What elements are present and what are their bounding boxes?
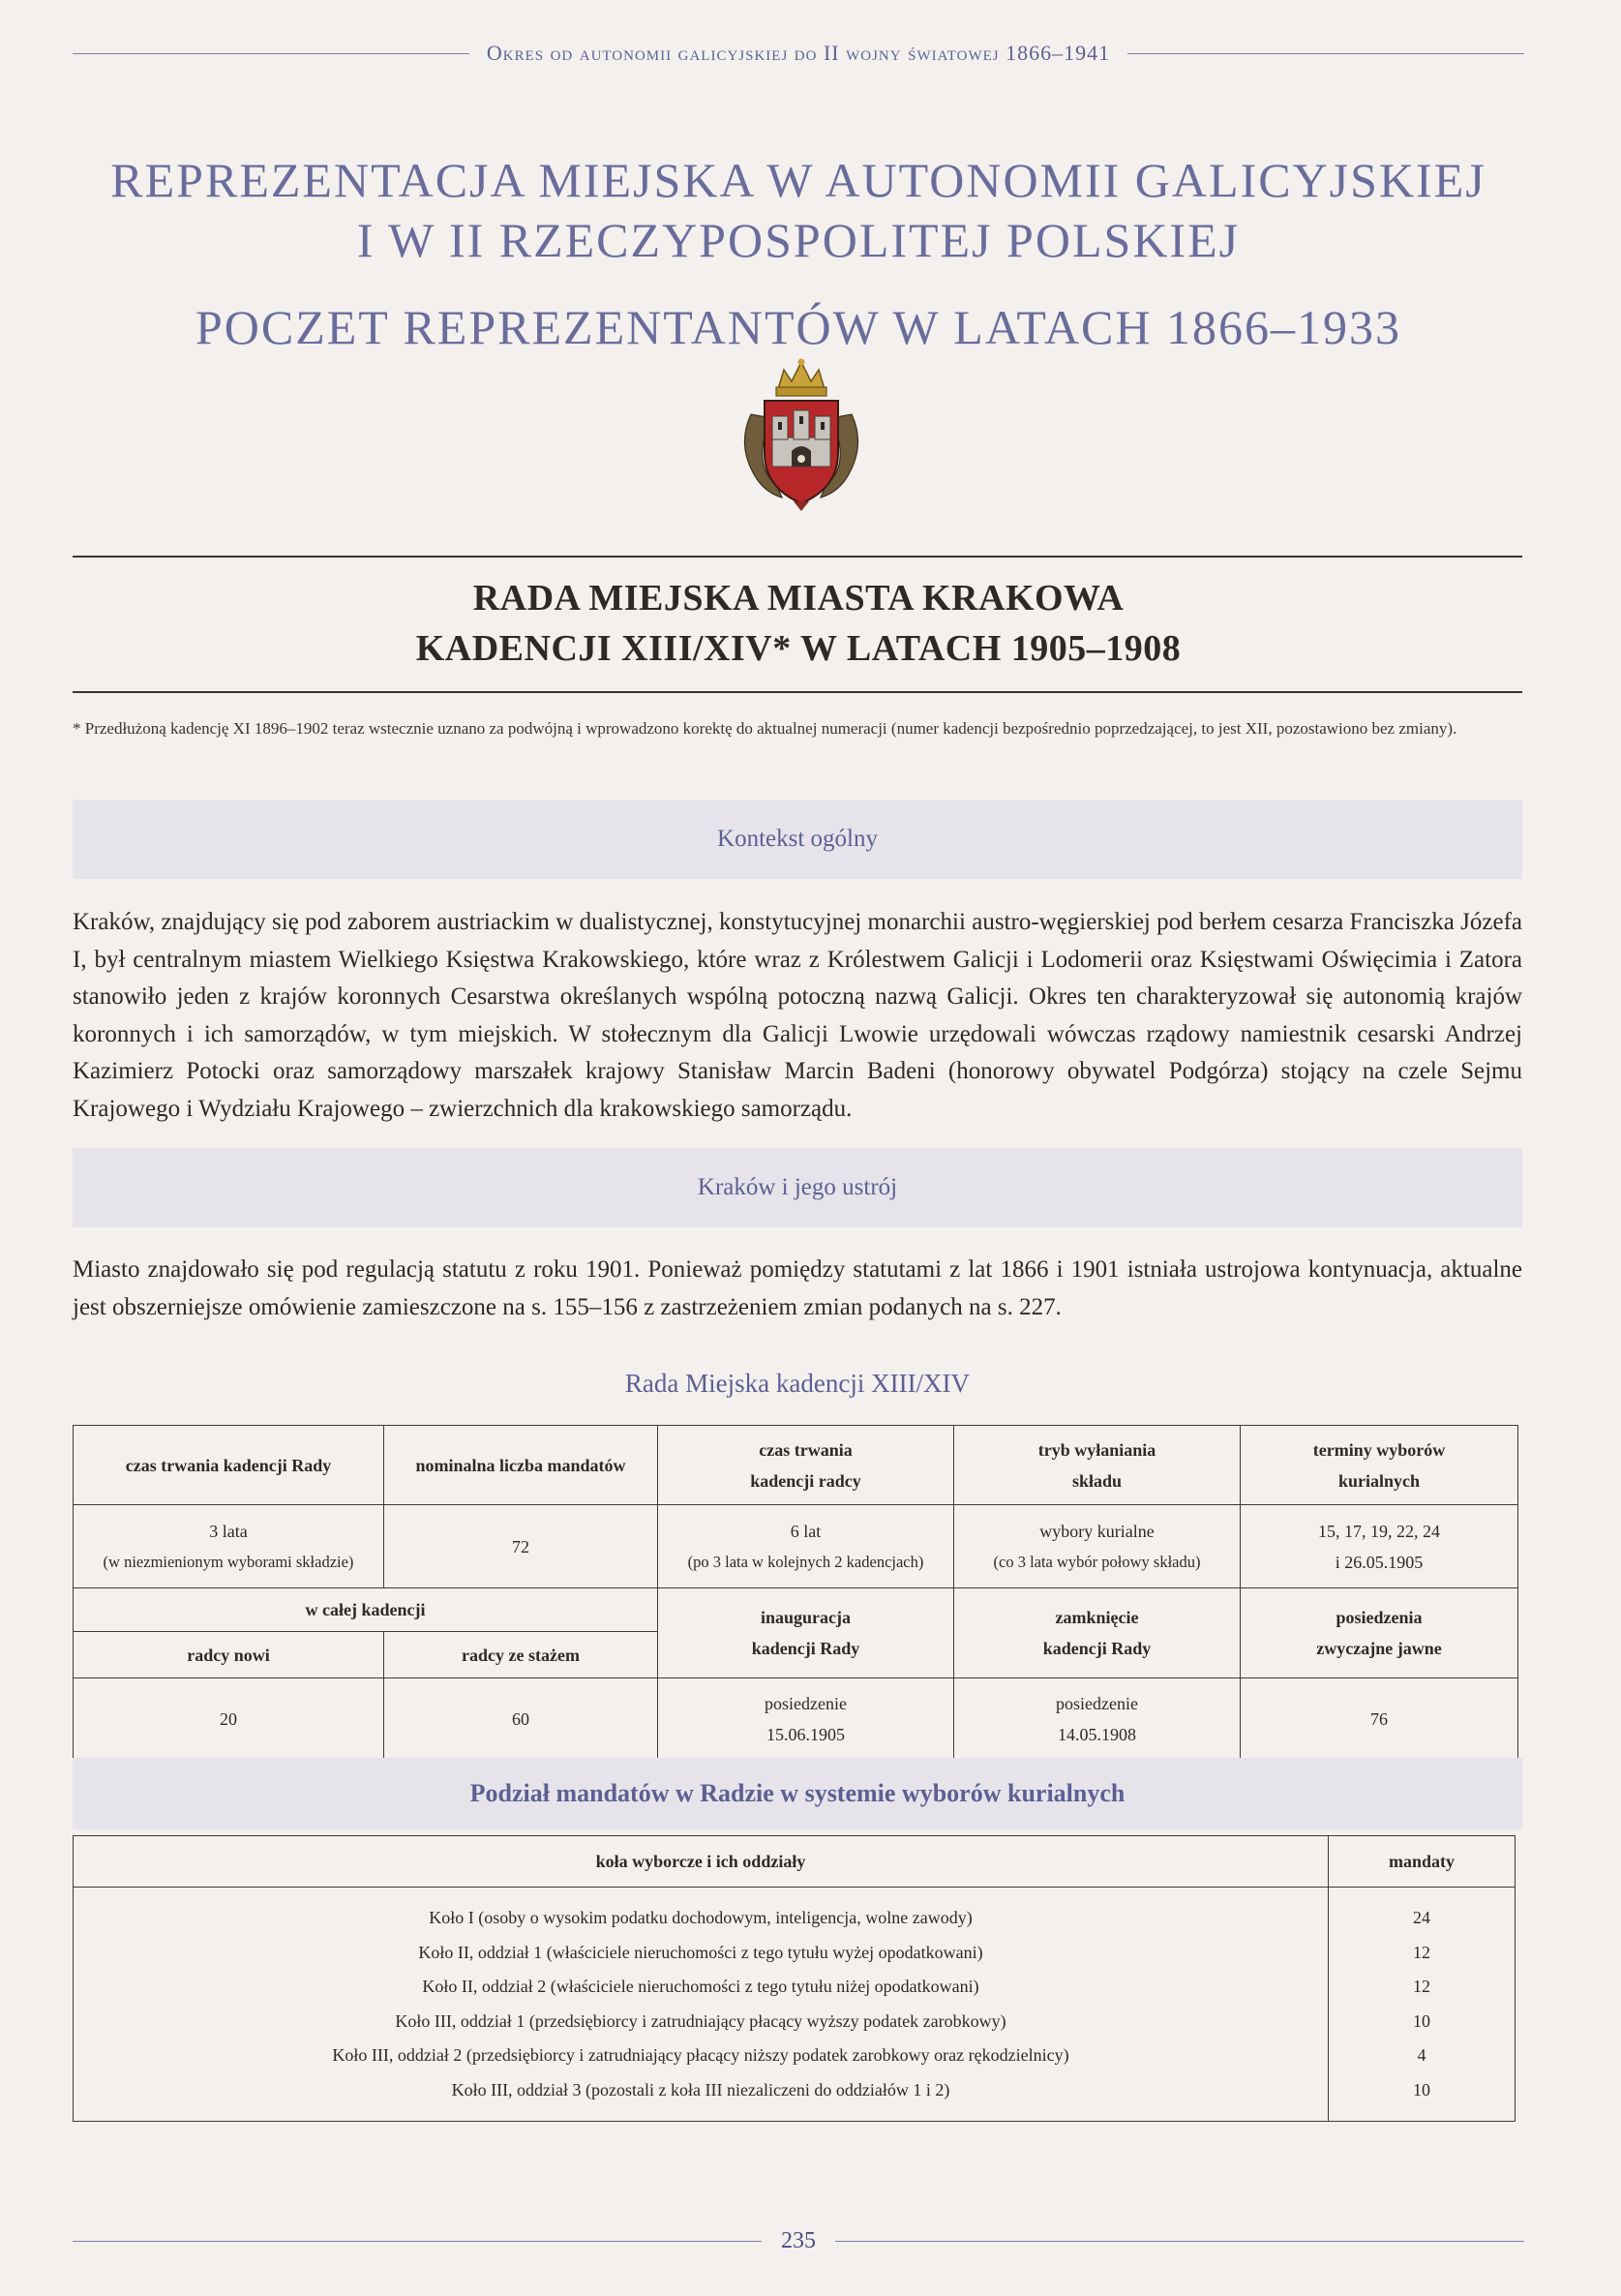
- header-inauguration: [658, 1588, 954, 1678]
- circle-name: Koło II, oddział 2 (właściciele nieruchomości z tego tytułu niżej opodatkowani): [74, 1970, 1329, 2005]
- header-inauguration-l2: kadencji Rady: [751, 1639, 860, 1658]
- header-nominal-mandates: nominalna liczba mandatów: [384, 1426, 658, 1505]
- header-closing-l2: kadencji Rady: [1042, 1639, 1152, 1658]
- value-closing-l2: 14.05.1908: [1058, 1725, 1137, 1744]
- mandate-count: 12: [1329, 1936, 1516, 1971]
- table-row: [74, 2005, 1516, 2039]
- header-seniority-councillors: radcy ze stażem: [384, 1632, 658, 1678]
- value-elections-l1: 15, 17, 19, 22, 24: [1318, 1521, 1440, 1541]
- mandate-count: 24: [1329, 1888, 1516, 1936]
- value-selection-l2: (co 3 lata wybór połowy składu): [993, 1552, 1201, 1571]
- value-term-length-l1: 3 lata: [209, 1521, 248, 1541]
- section-rule-bottom: [73, 691, 1522, 693]
- footer-rule-right: [835, 2241, 1524, 2242]
- mandate-count: 4: [1329, 2039, 1516, 2073]
- header-term-length: czas trwania kadencji Rady: [74, 1426, 384, 1505]
- header-elections: [1241, 1426, 1518, 1505]
- table-row: [74, 2039, 1516, 2073]
- title-line-3: POCZET REPREZENTANTÓW W LATACH 1866–1933: [195, 300, 1402, 354]
- crown-icon: [776, 359, 826, 397]
- page-footer: [73, 2226, 1524, 2255]
- value-selection-l1: wybory kurialne: [1039, 1521, 1155, 1541]
- table-row: [74, 2073, 1516, 2122]
- header-sessions-l2: zwyczajne jawne: [1316, 1639, 1442, 1658]
- running-header: [73, 39, 1524, 68]
- value-elections: [1241, 1505, 1518, 1588]
- mandate-count: 12: [1329, 1970, 1516, 2005]
- mandates-heading-band: [73, 1758, 1522, 1829]
- header-inauguration-l1: inauguracja: [761, 1608, 852, 1627]
- value-closing-l1: posiedzenie: [1056, 1694, 1138, 1713]
- mandate-count: 10: [1329, 2005, 1516, 2039]
- council-table-bottom: [73, 1587, 1518, 1761]
- council-title-line-1: RADA MIEJSKA MIASTA KRAKOWA: [472, 578, 1125, 619]
- table-row: [74, 1970, 1516, 2005]
- running-header-text: Okres od autonomii galicyjskiej do II wojny światowej 1866–1941: [486, 41, 1111, 65]
- header-rule-right: [1127, 53, 1524, 54]
- header-sessions: [1241, 1588, 1518, 1678]
- circle-name: Koło II, oddział 1 (właściciele nieruchomości z tego tytułu wyżej opodatkowani): [74, 1936, 1329, 1971]
- mandate-count: 10: [1329, 2073, 1516, 2122]
- value-councillor-term: [658, 1505, 954, 1588]
- value-councillor-term-l1: 6 lat: [790, 1521, 822, 1541]
- krakow-coat-of-arms-icon: [734, 356, 869, 511]
- value-selection: [954, 1505, 1241, 1588]
- value-nominal-mandates: 72: [384, 1505, 658, 1588]
- header-councillor-term-l1: czas trwania: [759, 1439, 853, 1460]
- header-closing: [954, 1588, 1241, 1678]
- value-sessions: 76: [1241, 1678, 1518, 1761]
- footnote: * Przedłużoną kadencję XI 1896–1902 teraz wstecznie uznano za podwójną i wprowadzono korektę do aktualnej numeracji (numer kadencji bezpośrednio poprzedzającej, to jest XII, pozostawiono bez zmiany).: [73, 719, 1457, 738]
- value-term-length: [74, 1505, 384, 1588]
- council-table-top: [73, 1425, 1518, 1588]
- context-heading: Kontekst ogólny: [717, 826, 878, 852]
- title-line-2: I W II RZECZYPOSPOLITEJ POLSKIEJ: [356, 213, 1241, 267]
- header-circle: koła wyborcze i ich oddziały: [74, 1836, 1329, 1888]
- header-councillor-term: [658, 1426, 954, 1505]
- header-whole-term: w całej kadencji: [74, 1588, 658, 1632]
- header-councillor-term-l2: kadencji radcy: [750, 1470, 861, 1491]
- circle-name: Koło III, oddział 1 (przedsiębiorcy i zatrudniający płacący wyższy podatek zarobkowy): [74, 2005, 1329, 2039]
- context-heading-band: [73, 800, 1522, 879]
- header-elections-l2: kurialnych: [1337, 1470, 1421, 1491]
- value-inauguration-l2: 15.06.1905: [766, 1725, 846, 1744]
- circle-name: Koło I (osoby o wysokim podatku dochodowym, inteligencja, wolne zawody): [74, 1888, 1329, 1936]
- council-title: [73, 573, 1524, 674]
- header-selection-l1: tryb wyłaniania: [1037, 1439, 1156, 1460]
- value-inauguration: [658, 1678, 954, 1761]
- table-row: [74, 1888, 1516, 1936]
- header-mandates: mandaty: [1329, 1836, 1516, 1888]
- main-title: [73, 150, 1524, 357]
- system-heading: Kraków i jego ustrój: [697, 1174, 898, 1200]
- header-selection-l2: składu: [1071, 1470, 1123, 1491]
- council-table-title: Rada Miejska kadencji XIII/XIV: [624, 1369, 971, 1398]
- system-paragraph: Miasto znajdowało się pod regulacją statutu z roku 1901. Ponieważ pomiędzy statutami z lat 1866 i 1901 istniała ustrojowa kontynuacja, aktualne jest obszerniejsze omówienie zamieszczone na s. 155–156 z zastrzeżeniem zmian podanych na s. 227.: [73, 1256, 1522, 1320]
- value-term-length-l2: (w niezmienionym wyborami składzie): [103, 1552, 354, 1571]
- header-closing-l1: zamknięcie: [1055, 1608, 1139, 1627]
- header-rule-left: [73, 53, 469, 54]
- value-closing: [954, 1678, 1241, 1761]
- council-title-line-2: KADENCJI XIII/XIV* W LATACH 1905–1908: [415, 628, 1182, 669]
- value-seniority-councillors: 60: [384, 1678, 658, 1761]
- header-selection: [954, 1426, 1241, 1505]
- value-elections-l2: i 26.05.1905: [1335, 1552, 1424, 1572]
- header-sessions-l1: posiedzenia: [1336, 1608, 1423, 1627]
- value-inauguration-l1: posiedzenie: [765, 1694, 847, 1713]
- mandates-table: [73, 1835, 1516, 2122]
- mandates-heading: Podział mandatów w Radzie w systemie wyborów kurialnych: [469, 1779, 1126, 1807]
- value-new-councillors: 20: [74, 1678, 384, 1761]
- header-elections-l1: terminy wyborów: [1312, 1439, 1446, 1460]
- page-number: 235: [781, 2227, 816, 2253]
- section-rule-top: [73, 556, 1522, 558]
- title-line-1: REPREZENTACJA MIEJSKA W AUTONOMII GALICYJSKIEJ: [110, 153, 1486, 207]
- system-heading-band: [73, 1148, 1522, 1227]
- footer-rule-left: [73, 2241, 762, 2242]
- circle-name: Koło III, oddział 3 (pozostali z koła III niezaliczeni do oddziałów 1 i 2): [74, 2073, 1329, 2122]
- value-councillor-term-l2: (po 3 lata w kolejnych 2 kadencjach): [687, 1552, 924, 1571]
- table-row: [74, 1936, 1516, 1971]
- circle-name: Koło III, oddział 2 (przedsiębiorcy i zatrudniający płacący niższy podatek zarobkowy oraz rękodzielnicy): [74, 2039, 1329, 2073]
- header-new-councillors: radcy nowi: [74, 1632, 384, 1678]
- context-paragraph: Kraków, znajdujący się pod zaborem austriackim w dualistycznej, konstytucyjnej monarchii austro-węgierskiej pod berłem cesarza Franciszka Józefa I, był centralnym miastem Wielkiego Księstwa Krakowskiego, które wraz z Królestwem Galicji i Lodomerii oraz Księstwami Oświęcimia i Zatora stanowiło jeden z krajów koronnych Cesarstwa określanych wspólną potoczną nazwą Galicji. Okres ten charakteryzował się autonomią krajów koronnych i ich samorządów, w tym miejskich. W stołecznym dla Galicji Lwowie urzędowali wówczas rządowy namiestnik cesarski Andrzej Kazimierz Potocki oraz samorządowy marszałek krajowy Stanisław Marcin Badeni (honorowy obywatel Podgórza) stojący na czele Sejmu Krajowego i Wydziału Krajowego – zwierzchnich dla krakowskiego samorządu.: [73, 909, 1522, 1122]
